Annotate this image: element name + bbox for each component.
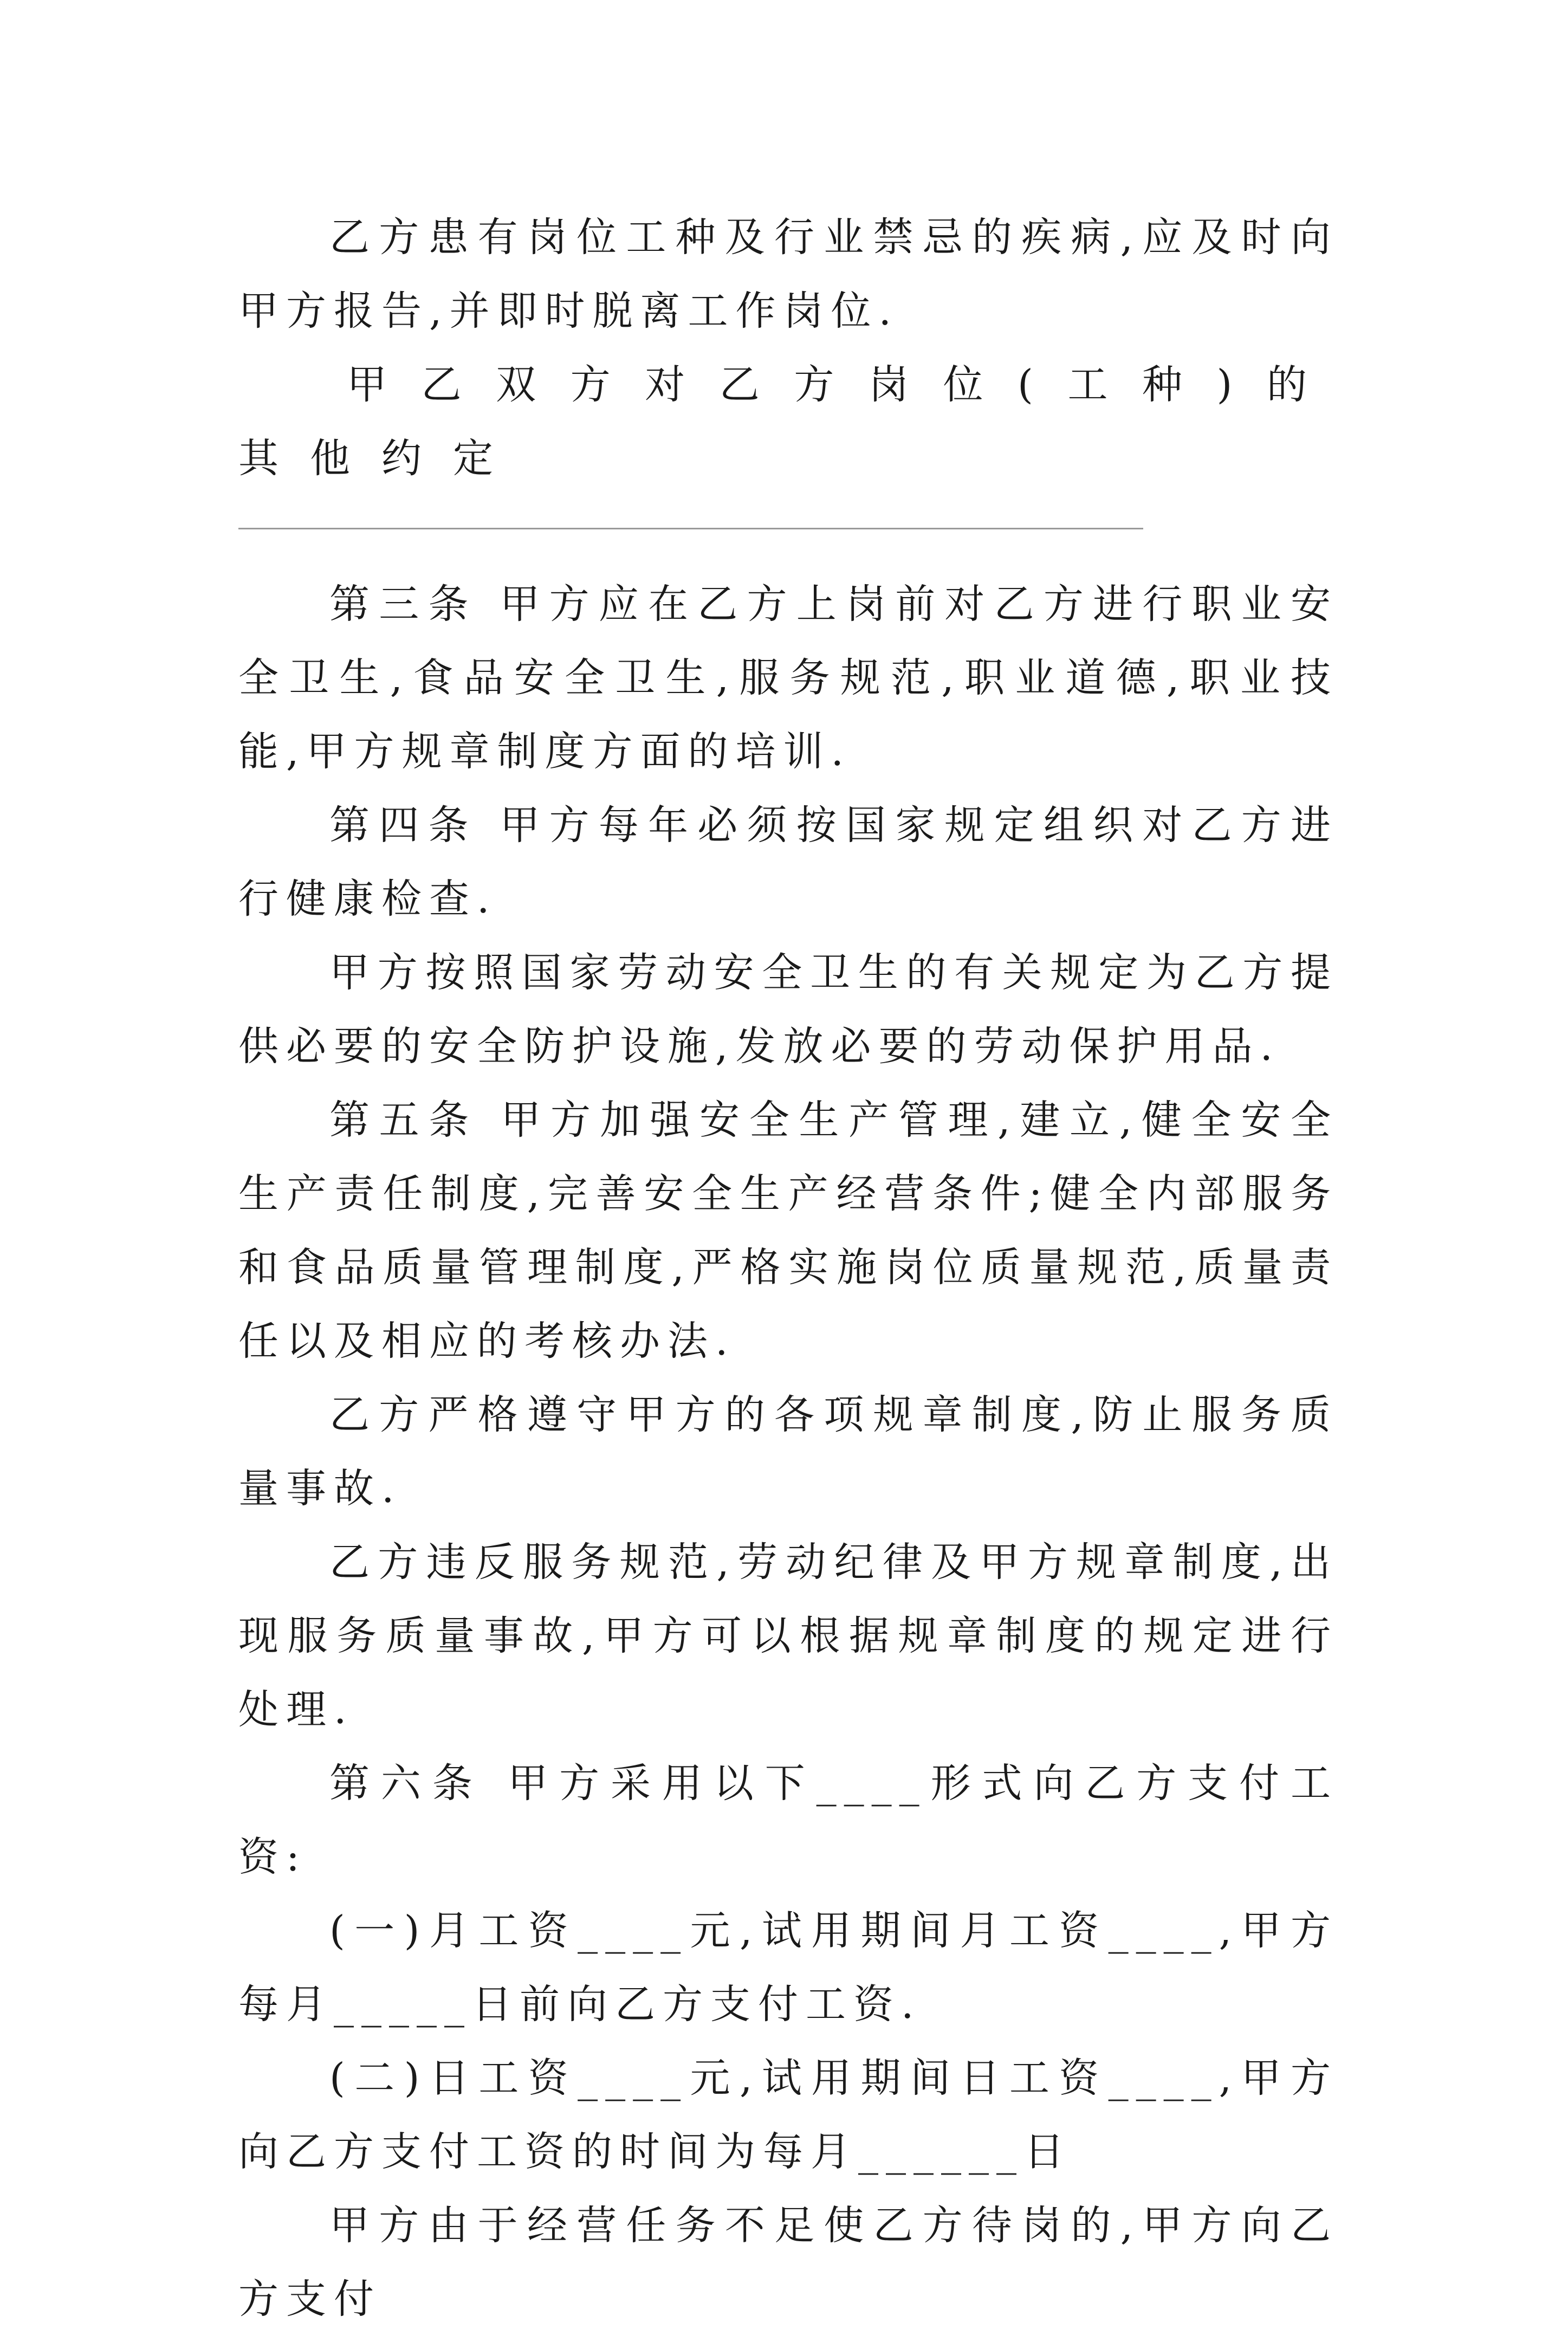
fill-in-blank-line	[238, 528, 1143, 529]
paragraph-article-4: 第四条 甲方每年必须按国家规定组织对乙方进行健康检查.	[238, 802, 1338, 922]
paragraph-article-6: 第六条 甲方采用以下____形式向乙方支付工资:	[238, 1760, 1338, 1880]
document-body	[238, 200, 1338, 2336]
paragraph-safety-equipment: 甲方按照国家劳动安全卫生的有关规定为乙方提供必要的安全防护设施,发放必要的劳动保护用品.	[238, 949, 1338, 1070]
paragraph-standby-pay: 甲方由于经营任务不足使乙方待岗的,甲方向乙方支付	[238, 2202, 1338, 2322]
paragraph-comply-rules: 乙方严格遵守甲方的各项规章制度,防止服务质量事故.	[238, 1392, 1338, 1512]
paragraph-illness-report: 乙方患有岗位工种及行业禁忌的疾病,应及时向甲方报告,并即时脱离工作岗位.	[238, 214, 1338, 334]
paragraph-monthly-wage: (一)月工资____元,试用期间月工资____,甲方每月_____日前向乙方支付工资.	[238, 1907, 1338, 2028]
paragraph-article-5: 第五条 甲方加强安全生产管理,建立,健全安全生产责任制度,完善安全生产经营条件;健全内部服务和食品质量管理制度,严格实施岗位质量规范,质量责任以及相应的考核办法.	[238, 1097, 1338, 1364]
paragraph-other-agreement: 甲乙双方对乙方岗位(工种)的其他约定	[238, 361, 1338, 482]
paragraph-article-3: 第三条 甲方应在乙方上岗前对乙方进行职业安全卫生,食品安全卫生,服务规范,职业道德,职业技能,甲方规章制度方面的培训.	[238, 581, 1338, 775]
paragraph-daily-wage: (二)日工资____元,试用期间日工资____,甲方向乙方支付工资的时间为每月______日	[238, 2055, 1338, 2175]
paragraph-violation-handling: 乙方违反服务规范,劳动纪律及甲方规章制度,出现服务质量事故,甲方可以根据规章制度的规定进行处理.	[238, 1539, 1338, 1733]
